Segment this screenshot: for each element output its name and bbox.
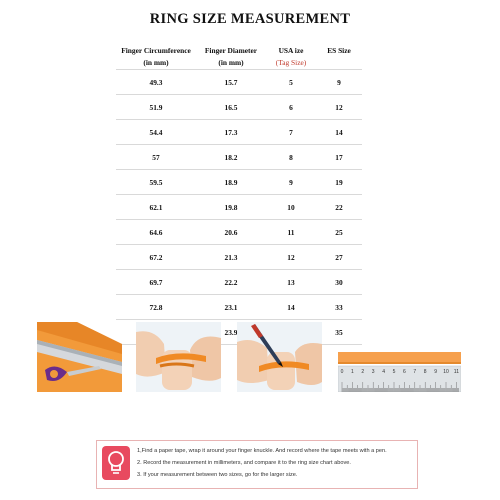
cell-circumference: 62.1 xyxy=(116,195,196,220)
cell-es: 19 xyxy=(316,170,362,195)
table-row xyxy=(116,295,362,320)
header-es: ES Size xyxy=(327,46,351,55)
ruler-number: 9 xyxy=(434,369,437,375)
lightbulb-icon xyxy=(101,445,131,481)
cell-es: 12 xyxy=(316,95,362,120)
cell-diameter: 19.8 xyxy=(196,195,266,220)
cell-diameter: 21.3 xyxy=(196,245,266,270)
cell-es: 25 xyxy=(316,220,362,245)
cell-usa: 5 xyxy=(266,70,316,95)
ruler-number: 2 xyxy=(361,369,365,375)
header-diameter: Finger Diameter xyxy=(204,46,258,55)
ruler-number: 4 xyxy=(382,369,385,375)
cell-usa: 12 xyxy=(266,245,316,270)
table-row xyxy=(116,120,362,145)
cell-diameter: 18.9 xyxy=(196,170,266,195)
tape-and-scissors-photo xyxy=(37,322,122,392)
instruction-line-3: 3. If your measurement between two sizes, go for the larger size. xyxy=(137,472,298,478)
cell-usa: 8 xyxy=(266,145,316,170)
table-row xyxy=(116,170,362,195)
cell-usa: 6 xyxy=(266,95,316,120)
cell-circumference: 57 xyxy=(116,145,196,170)
table-row xyxy=(116,195,362,220)
ruler-number: 11 xyxy=(453,369,460,375)
cell-circumference: 59.5 xyxy=(116,170,196,195)
ruler-with-tape xyxy=(338,352,461,392)
table-row xyxy=(116,145,362,170)
cell-usa: 9 xyxy=(266,170,316,195)
instructions-box xyxy=(96,440,418,489)
header-circumference: Finger Circumference xyxy=(121,46,191,55)
cell-diameter: 15.7 xyxy=(196,70,266,95)
header-usa-note: (Tag Size) xyxy=(275,57,307,67)
ruler-number: 1 xyxy=(351,369,354,375)
table-row xyxy=(116,95,362,120)
cell-es: 14 xyxy=(316,120,362,145)
ruler-number: 8 xyxy=(423,369,427,375)
cell-diameter: 23.9 xyxy=(196,320,266,345)
header-usa: USA ize xyxy=(278,46,304,55)
cell-diameter: 23.1 xyxy=(196,295,266,320)
cell-diameter: 17.3 xyxy=(196,120,266,145)
cell-circumference: 67.2 xyxy=(116,245,196,270)
cell-diameter: 22.2 xyxy=(196,270,266,295)
cell-diameter: 18.2 xyxy=(196,145,266,170)
cell-usa: 7 xyxy=(266,120,316,145)
cell-es: 9 xyxy=(316,70,362,95)
cell-circumference: 54.4 xyxy=(116,120,196,145)
ruler-number: 5 xyxy=(392,369,396,375)
table-row xyxy=(116,270,362,295)
table-row xyxy=(116,70,362,95)
cell-circumference: 49.3 xyxy=(116,70,196,95)
header-circumference-unit: (in mm) xyxy=(143,57,169,67)
cell-circumference: 64.6 xyxy=(116,220,196,245)
table-body xyxy=(116,70,362,345)
cell-usa: 11 xyxy=(266,220,316,245)
ruler-number: 6 xyxy=(403,369,406,375)
cell-diameter: 20.6 xyxy=(196,220,266,245)
ruler-number: 7 xyxy=(413,369,417,375)
header-es-blank xyxy=(316,55,362,70)
cell-circumference: 69.7 xyxy=(116,270,196,295)
cell-es: 17 xyxy=(316,145,362,170)
cell-usa: 13 xyxy=(266,270,316,295)
cell-es: 35 xyxy=(316,320,362,345)
cell-circumference: 72.8 xyxy=(116,295,196,320)
mark-with-pen-photo xyxy=(237,322,322,392)
wrap-finger-photo xyxy=(136,322,221,392)
cell-es: 33 xyxy=(316,295,362,320)
cell-es: 30 xyxy=(316,270,362,295)
table-row xyxy=(116,220,362,245)
instruction-line-2: 2. Record the measurement in millimeters, and compare it to the ring size chart above. xyxy=(137,460,351,466)
cell-usa: 14 xyxy=(266,295,316,320)
ruler-number: 0 xyxy=(340,369,344,375)
table-row xyxy=(116,245,362,270)
ring-size-table xyxy=(116,41,362,345)
instruction-line-1: 1,Find a paper tape, wrap it around your finger knuckle. And record where the tape meets with a pen. xyxy=(137,448,387,454)
ruler-number: 3 xyxy=(371,369,375,375)
ruler-number: 10 xyxy=(443,369,449,375)
cell-circumference: 51.9 xyxy=(116,95,196,120)
cell-usa: 10 xyxy=(266,195,316,220)
cell-diameter: 16.5 xyxy=(196,95,266,120)
header-diameter-unit: (in mm) xyxy=(218,57,244,67)
page-title: RING SIZE MEASUREMENT xyxy=(149,11,351,27)
cell-es: 22 xyxy=(316,195,362,220)
instructions-text xyxy=(137,445,415,481)
cell-es: 27 xyxy=(316,245,362,270)
